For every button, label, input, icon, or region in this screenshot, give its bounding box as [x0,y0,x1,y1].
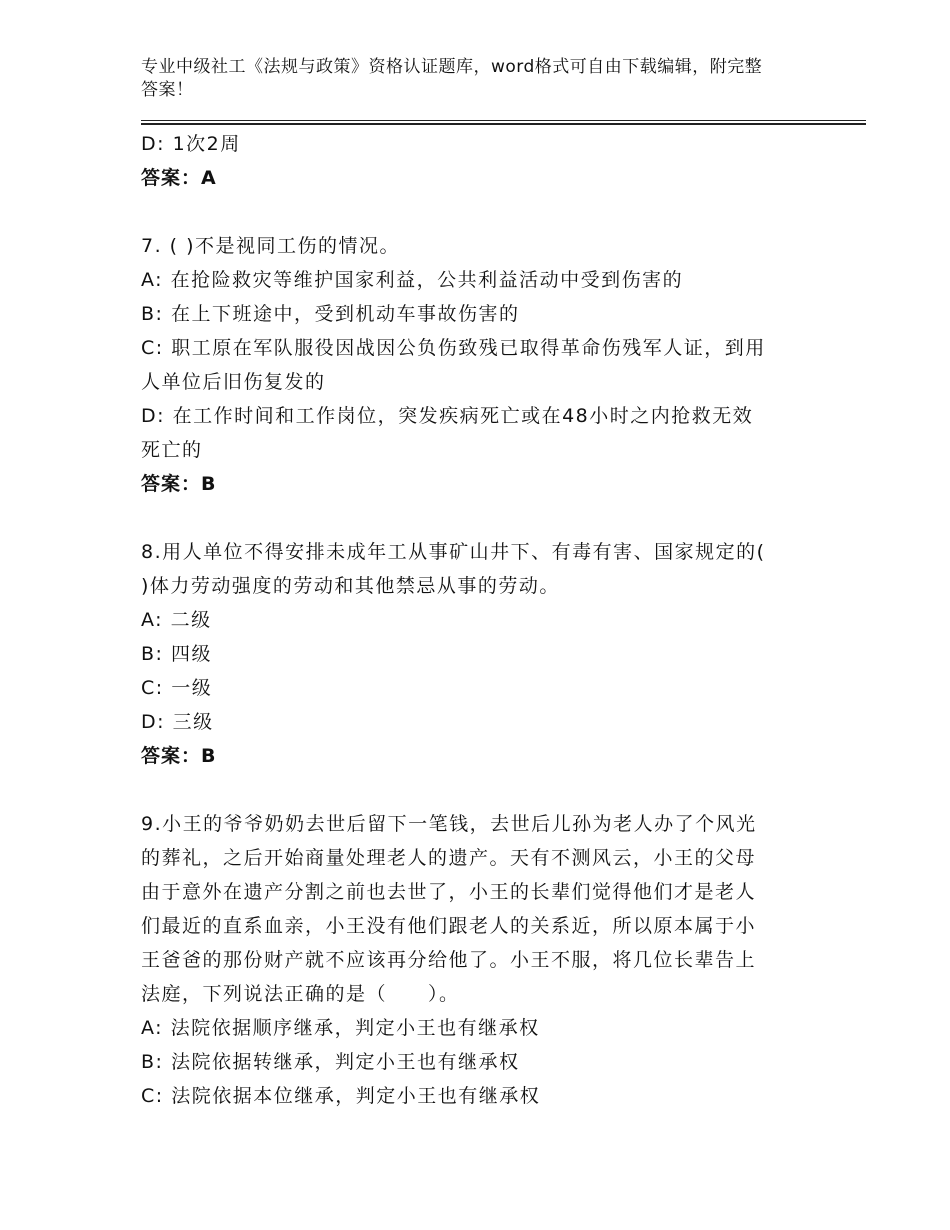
question-7-answer: 答案：B [141,473,217,495]
question-7-option-a: A: 在抢险救灾等维护国家利益，公共利益活动中受到伤害的 [141,269,684,291]
header-line-1: 专业中级社工《法规与政策》资格认证题库，word格式可自由下载编辑，附完整 [141,57,763,77]
question-9-option-a: A: 法院依据顺序继承，判定小王也有继承权 [141,1017,540,1039]
header-divider-thin [141,120,866,121]
question-7-stem: 7. ( )不是视同工伤的情况。 [141,235,401,257]
option-d-previous: D: 1次2周 [141,133,241,155]
question-8-stem-line-1: 8.用人单位不得安排未成年工从事矿山井下、有毒有害、国家规定的( [141,541,766,563]
question-9-stem-line: 法庭，下列说法正确的是（ ）。 [141,983,460,1005]
question-8-stem-line-2: )体力劳动强度的劳动和其他禁忌从事的劳动。 [141,575,560,597]
question-7-option-d-line-1: D: 在工作时间和工作岗位，突发疾病死亡或在48小时之内抢救无效 [141,405,754,427]
question-7-option-c-line-2: 人单位后旧伤复发的 [141,371,326,393]
question-7 [141,229,821,501]
header-divider-thick [141,123,866,125]
question-8-option-a: A: 二级 [141,609,212,631]
question-9-stem-line: 的葬礼，之后开始商量处理老人的遗产。天有不测风云，小王的父母 [141,847,757,869]
question-9-option-b: B: 法院依据转继承，判定小王也有继承权 [141,1051,520,1073]
answer-previous: 答案：A [141,167,217,189]
question-9-stem-line: 们最近的直系血亲，小王没有他们跟老人的关系近，所以原本属于小 [141,915,757,937]
document-header [141,56,821,102]
question-8-option-c: C: 一级 [141,677,213,699]
question-8-option-d: D: 三级 [141,711,214,733]
question-7-option-b: B: 在上下班途中，受到机动车事故伤害的 [141,303,520,325]
question-8 [141,535,821,773]
question-7-option-c-line-1: C: 职工原在军队服役因战因公负伤致残已取得革命伤残军人证，到用 [141,337,766,359]
question-content [141,127,821,1113]
question-9-stem-line: 9.小王的爷爷奶奶去世后留下一笔钱，去世后儿孙为老人办了个风光 [141,813,757,835]
question-8-answer: 答案：B [141,745,217,767]
question-9-option-c: C: 法院依据本位继承，判定小王也有继承权 [141,1085,541,1107]
header-line-2: 答案！ [141,80,194,100]
question-7-option-d-line-2: 死亡的 [141,439,203,461]
question-9-stem-line: 由于意外在遗产分割之前也去世了，小王的长辈们觉得他们才是老人 [141,881,757,903]
question-8-option-b: B: 四级 [141,643,212,665]
question-9 [141,807,821,1113]
question-9-stem-line: 王爸爸的那份财产就不应该再分给他了。小王不服，将几位长辈告上 [141,949,757,971]
